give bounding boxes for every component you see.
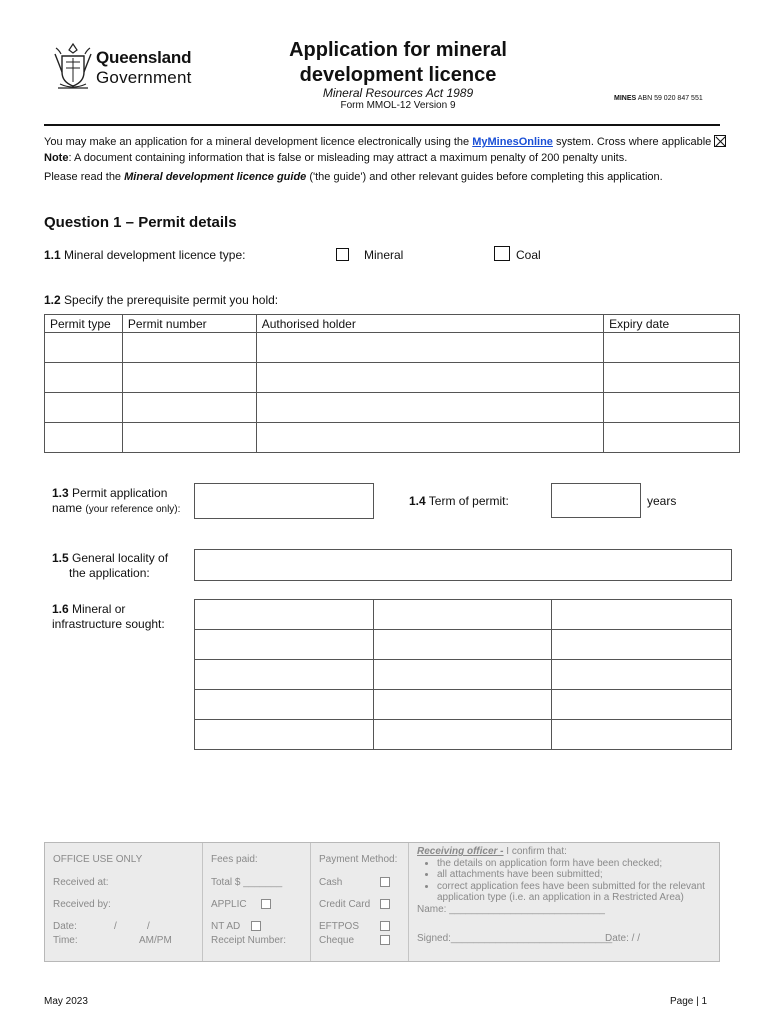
queensland-government-logo <box>52 38 212 96</box>
expiry-date-cell[interactable] <box>604 423 740 453</box>
q11-label <box>44 248 245 262</box>
office-use-panel <box>44 842 720 962</box>
office-divider <box>310 843 311 961</box>
q11-number: 1.1 <box>44 248 61 262</box>
receipt-number-label: Receipt Number: <box>211 935 287 946</box>
read-suffix: ('the guide') and other relevant guides before completing this application. <box>306 171 663 183</box>
q12-text: Specify the prerequisite permit you hold: <box>60 293 279 307</box>
office-use-only-label: OFFICE USE ONLY <box>53 854 143 865</box>
eftpos-checkbox[interactable] <box>380 921 390 931</box>
q16-line2: infrastructure sought: <box>52 617 165 631</box>
q14-number: 1.4 <box>409 494 426 508</box>
table-row <box>195 660 732 690</box>
abn-prefix: MINES <box>614 95 637 102</box>
applic-label: APPLIC <box>211 899 247 910</box>
q11-text: Mineral development licence type: <box>60 248 246 262</box>
received-at-label: Received at: <box>53 877 109 888</box>
date-separator: / <box>147 921 150 932</box>
table-row <box>45 423 740 453</box>
crossed-box-icon <box>714 135 726 147</box>
officer-name-line: Name: ____________________________ <box>417 903 605 915</box>
mineral-cell[interactable] <box>552 690 732 720</box>
mineral-cell[interactable] <box>195 660 374 690</box>
intro-text1: You may make an application for a mineral development licence electronically using the <box>44 136 473 148</box>
title-line2: development licence <box>299 64 497 86</box>
permit-table <box>44 314 740 453</box>
total-label: Total $ _______ <box>211 877 283 888</box>
q15-line2: the application: <box>69 566 150 580</box>
mineral-table <box>194 599 732 750</box>
permit-number-cell[interactable] <box>122 363 256 393</box>
mineral-cell[interactable] <box>195 690 374 720</box>
note-label: Note <box>44 152 69 164</box>
expiry-date-header: Expiry date <box>604 315 740 333</box>
q13-line1: Permit application <box>68 486 168 500</box>
note-text: : A document containing information that is false or misleading may attract a maximum penalty of 200 penalty units. <box>68 152 628 164</box>
permit-application-name-field[interactable] <box>194 483 374 519</box>
authorised-holder-cell[interactable] <box>256 363 603 393</box>
ntad-label: NT AD <box>211 921 241 932</box>
date-separator: / <box>114 921 117 932</box>
q13-line2: name <box>52 501 83 515</box>
confirm-text: I confirm that: <box>503 846 567 857</box>
mineral-cell[interactable] <box>552 630 732 660</box>
applic-checkbox[interactable] <box>261 899 271 909</box>
cash-label: Cash <box>319 877 343 888</box>
coat-of-arms-icon <box>52 40 94 94</box>
logo-line1: Queensland <box>96 48 192 67</box>
credit-card-checkbox[interactable] <box>380 899 390 909</box>
read-prefix: Please read the <box>44 171 125 183</box>
receiving-officer-label: Receiving officer - <box>417 846 504 857</box>
q15-label <box>52 551 168 581</box>
ntad-checkbox[interactable] <box>251 921 261 931</box>
payment-method-label: Payment Method: <box>319 854 398 865</box>
mineral-cell[interactable] <box>373 630 552 660</box>
list-item: • the details on application form have been checked; <box>437 858 717 870</box>
cheque-checkbox[interactable] <box>380 935 390 945</box>
cash-checkbox[interactable] <box>380 877 390 887</box>
q14-label <box>409 494 509 509</box>
office-divider <box>202 843 203 961</box>
mineral-option-label: Mineral <box>364 248 404 262</box>
q13-label <box>52 486 180 517</box>
eftpos-label: EFTPOS <box>319 921 360 932</box>
mineral-cell[interactable] <box>552 720 732 750</box>
permit-number-cell[interactable] <box>122 423 256 453</box>
mineral-cell[interactable] <box>373 720 552 750</box>
permit-type-header: Permit type <box>45 315 123 333</box>
act-name: Mineral Resources Act 1989 <box>322 86 474 100</box>
receiving-officer-block <box>417 846 717 915</box>
years-unit: years <box>647 494 677 508</box>
form-number: Form MMOL-12 Version 9 <box>340 100 456 111</box>
mineral-checkbox[interactable] <box>336 248 349 261</box>
table-row <box>195 690 732 720</box>
coal-checkbox[interactable] <box>494 246 510 261</box>
q13-number: 1.3 <box>52 486 69 500</box>
table-row <box>45 333 740 363</box>
cheque-label: Cheque <box>319 935 355 946</box>
list-item: • correct application fees have been submitted for the relevant application type (i.e. an application in a Restricted Area) <box>437 881 717 904</box>
general-locality-field[interactable] <box>194 549 732 581</box>
q16-line1: Mineral or <box>68 602 126 616</box>
q12-number: 1.2 <box>44 293 61 307</box>
page-number: Page | 1 <box>670 996 708 1007</box>
question-1-heading: Question 1 – Permit details <box>44 214 237 231</box>
permit-type-cell[interactable] <box>45 423 123 453</box>
q12-label <box>44 293 278 307</box>
q16-label <box>52 602 165 632</box>
authorised-holder-cell[interactable] <box>256 393 603 423</box>
table-row <box>195 600 732 630</box>
received-by-label: Received by: <box>53 899 111 910</box>
office-divider <box>408 843 409 961</box>
permit-number-header: Permit number <box>122 315 256 333</box>
permit-number-cell[interactable] <box>122 393 256 423</box>
mineral-cell[interactable] <box>195 630 374 660</box>
table-row <box>45 363 740 393</box>
header-rule <box>44 124 720 126</box>
coal-option-label: Coal <box>516 248 541 262</box>
mineral-cell[interactable] <box>373 600 552 630</box>
mineral-cell[interactable] <box>195 600 374 630</box>
permit-type-cell[interactable] <box>45 363 123 393</box>
confirm-list <box>437 858 717 904</box>
permit-type-cell[interactable] <box>45 333 123 363</box>
q14-text: Term of permit: <box>425 494 509 508</box>
permit-number-cell[interactable] <box>122 333 256 363</box>
time-label: Time: <box>53 935 78 946</box>
expiry-date-cell[interactable] <box>604 393 740 423</box>
mineral-cell[interactable] <box>373 690 552 720</box>
myminesonline-link[interactable]: MyMinesOnline <box>472 136 553 148</box>
ampm-label: AM/PM <box>139 935 172 946</box>
table-row <box>195 630 732 660</box>
authorised-holder-header: Authorised holder <box>256 315 603 333</box>
list-item: • all attachments have been submitted; <box>437 869 717 881</box>
credit-card-label: Credit Card <box>319 899 371 910</box>
form-title <box>240 38 556 88</box>
mineral-cell[interactable] <box>552 600 732 630</box>
date-label: Date: <box>53 921 77 932</box>
q15-line1: General locality of <box>68 551 169 565</box>
authorised-holder-cell[interactable] <box>256 423 603 453</box>
guide-paragraph <box>44 171 734 183</box>
intro-text2: system. Cross where applicable <box>552 136 712 148</box>
table-row <box>45 393 740 423</box>
title-line1: Application for mineral <box>289 39 507 61</box>
table-row <box>195 720 732 750</box>
permit-type-cell[interactable] <box>45 393 123 423</box>
mineral-cell[interactable] <box>195 720 374 750</box>
expiry-date-cell[interactable] <box>604 333 740 363</box>
logo-line2: Government <box>96 68 192 87</box>
mineral-cell[interactable] <box>373 660 552 690</box>
q16-number: 1.6 <box>52 602 69 616</box>
term-of-permit-field[interactable] <box>551 483 641 518</box>
authorised-holder-cell[interactable] <box>256 333 603 363</box>
q15-number: 1.5 <box>52 551 69 565</box>
footer-date: May 2023 <box>44 996 88 1007</box>
signed-line: Signed:_____________________________ <box>417 933 613 944</box>
expiry-date-cell[interactable] <box>604 363 740 393</box>
intro-paragraph <box>44 134 734 166</box>
q13-small: (your reference only): <box>85 504 181 515</box>
fees-paid-label: Fees paid: <box>211 854 258 865</box>
officer-date-line: Date: / / <box>605 933 641 944</box>
guide-title: Mineral development licence guide <box>124 171 307 183</box>
permit-table-header <box>45 315 740 333</box>
mineral-cell[interactable] <box>552 660 732 690</box>
abn-text <box>614 95 703 102</box>
abn-number: ABN 59 020 847 551 <box>637 95 703 102</box>
